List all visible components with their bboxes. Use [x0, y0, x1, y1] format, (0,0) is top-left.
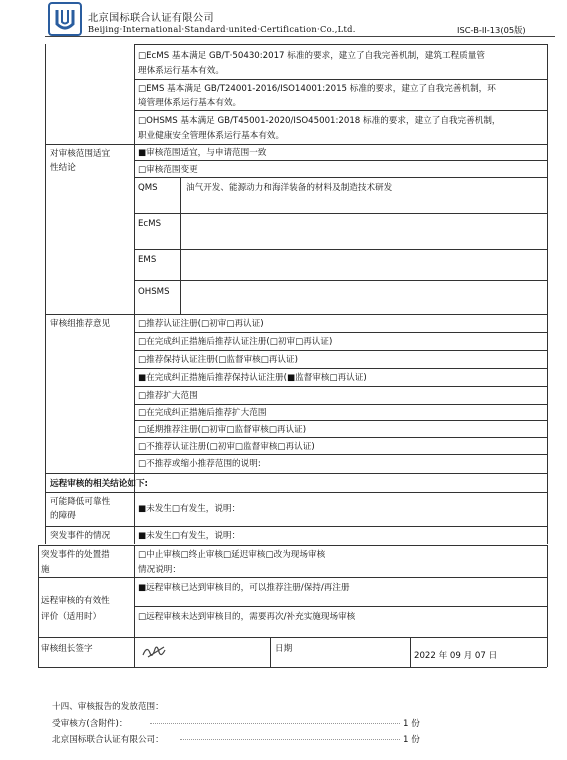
row-line: [38, 667, 547, 668]
recipient-auditee-qty: 1 份: [403, 719, 420, 729]
emergency-value: ■未发生□有发生，说明：: [138, 531, 241, 541]
row-line: [38, 545, 547, 546]
row-line: [134, 606, 547, 607]
remote-effect-label-line1: 远程审核的有效性: [41, 596, 110, 606]
company-name-cn: 北京国标联合认证有限公司: [88, 13, 214, 24]
recommendation-item: □在完成纠正措施后推荐认证注册(□初审□再认证): [138, 337, 333, 347]
measures-value-line1: □中止审核□终止审核□延迟审核□改为现场审核: [138, 550, 326, 560]
qms-label: QMS: [138, 183, 158, 193]
date-value: 2022 年 09 月 07 日: [414, 651, 498, 661]
recipient-auditee-label: 受审核方(含附件)：: [52, 719, 128, 729]
row-line: [134, 160, 548, 161]
ecms-conclusion-line2: 理体系运行基本有效。: [138, 66, 224, 76]
row-line: [45, 492, 548, 493]
row-line: [134, 454, 548, 455]
row-line: [134, 79, 548, 80]
leader-signature: [140, 641, 170, 666]
table-border-right: [547, 44, 548, 544]
row-line: [134, 249, 548, 250]
ecms-label: EcMS: [138, 219, 162, 229]
measures-label-line1: 突发事件的处置措: [41, 550, 110, 560]
reliability-value: ■未发生□有发生，说明：: [138, 504, 241, 514]
recommendation-item: □不推荐或缩小推荐范围的说明:: [138, 459, 261, 469]
lower-border-right: [547, 545, 548, 667]
document-code: ISC-B-II-13(05版): [457, 25, 526, 35]
remote-effect-achieved: ■远程审核已达到审核目的，可以推荐注册/保持/再注册: [138, 583, 350, 593]
reliability-label-line2: 的障碍: [50, 511, 76, 521]
table-col-divider: [134, 44, 135, 544]
header-divider: [45, 36, 555, 37]
row-line: [45, 473, 548, 474]
measures-value-line2: 情况说明：: [138, 565, 181, 575]
row-line: [134, 280, 548, 281]
remote-effect-label-line2: 评价（适用时）: [41, 612, 102, 622]
row-line: [134, 213, 548, 214]
distribution-heading: 十四、审核报告的发放范围：: [52, 702, 164, 712]
recipient-company-qty: 1 份: [403, 735, 420, 745]
leader-dots: [150, 723, 400, 724]
recommendation-item: □推荐保持认证注册(□监督审核□再认证): [138, 355, 298, 365]
recommendation-item: ■在完成纠正措施后推荐保持认证注册(■监督审核□再认证): [138, 373, 367, 383]
scope-appropriate-option: ■审核范围适宜，与申请范围一致: [138, 148, 267, 158]
scope-sub-divider: [180, 177, 181, 314]
ems-label: EMS: [138, 255, 157, 265]
measures-label-line2: 施: [41, 565, 50, 575]
row-line: [134, 44, 548, 45]
recommendation-label: 审核组推荐意见: [50, 319, 111, 329]
ecms-conclusion-line1: □EcMS 基本满足 GB/T·50430:2017 标准的要求，建立了自我完善机制，建筑工程质量管: [138, 51, 485, 61]
ems-conclusion-line2: 境管理体系运行基本有效。: [138, 98, 242, 108]
row-line: [134, 437, 548, 438]
recommendation-item: □推荐扩大范围: [138, 391, 198, 401]
company-name-en: Beijing·International·Standard·united·Certification·Co.,Ltd.: [88, 24, 356, 34]
table-border-left: [45, 44, 46, 544]
row-line: [134, 420, 548, 421]
emergency-label: 突发事件的情况: [50, 531, 111, 541]
row-line: [134, 404, 548, 405]
row-line: [134, 110, 548, 111]
row-line: [134, 332, 548, 333]
row-line: [134, 368, 548, 369]
row-line: [38, 577, 547, 578]
remote-audit-heading: 远程审核的相关结论如下:: [50, 479, 148, 489]
lower-border-left: [38, 545, 39, 667]
reliability-label-line1: 可能降低可靠性: [50, 497, 111, 507]
row-line: [38, 637, 547, 638]
qms-scope-text: 油气开发、能源动力和海洋装备的材料及制造技术研发: [186, 183, 393, 193]
scope-label-line1: 对审核范围适宜: [50, 149, 111, 159]
row-line: [134, 177, 548, 178]
ems-conclusion-line1: □EMS 基本满足 GB/T24001-2016/ISO14001:2015 标准的要求，建立了自我完善机制，环: [138, 84, 496, 94]
recipient-company-label: 北京国标联合认证有限公司：: [52, 735, 164, 745]
recommendation-item: □在完成纠正措施后推荐扩大范围: [138, 408, 267, 418]
scope-label-line2: 性结论: [50, 163, 76, 173]
remote-effect-not-achieved: □远程审核未达到审核目的，需要再次/补充实施现场审核: [138, 612, 356, 622]
ohsms-label: OHSMS: [138, 287, 170, 297]
sig-col-divider: [270, 637, 271, 667]
row-line: [45, 314, 548, 315]
ohsms-conclusion-line2: 职业健康安全管理体系运行基本有效。: [138, 131, 285, 141]
date-col-divider: [410, 637, 411, 667]
ohsms-conclusion-line1: □OHSMS 基本满足 GB/T45001-2020/ISO45001:2018 标准的要求，建立了自我完善机制，: [138, 116, 501, 126]
company-logo: [48, 2, 82, 36]
scope-change-option: □审核范围变更: [138, 165, 198, 175]
recommendation-item: □延期推荐注册(□初审□监督审核□再认证): [138, 425, 307, 435]
row-line: [134, 350, 548, 351]
recommendation-item: □推荐认证注册(□初审□再认证): [138, 319, 264, 329]
leader-signature-label: 审核组长签字: [41, 644, 93, 654]
recommendation-item: □不推荐认证注册(□初审□监督审核□再认证): [138, 442, 315, 452]
row-line: [134, 386, 548, 387]
row-line: [45, 526, 548, 527]
leader-dots: [180, 739, 400, 740]
date-label: 日期: [275, 644, 293, 654]
row-line: [45, 144, 548, 145]
